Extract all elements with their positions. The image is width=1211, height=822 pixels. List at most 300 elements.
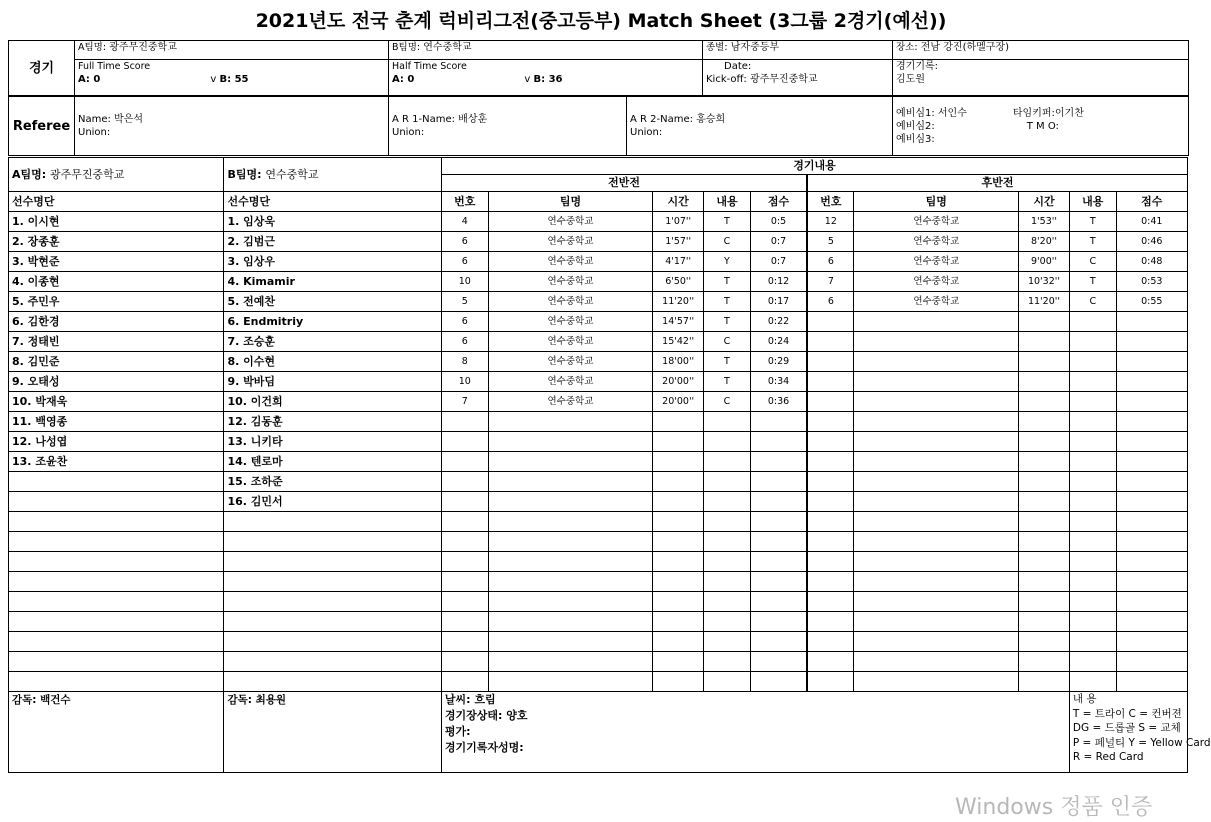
- first_half-event-time: [653, 552, 704, 572]
- second_half-event-no: [807, 452, 854, 472]
- b-player: [224, 512, 441, 532]
- first_half-event-time: 11'20'': [653, 292, 704, 312]
- rating: 평가:: [444, 725, 471, 738]
- second_half-event-team: [854, 372, 1019, 392]
- second_half-event-type: [1069, 632, 1116, 652]
- col-time: 시간: [653, 192, 704, 212]
- first_half-event-type: T: [704, 272, 751, 292]
- conditions-cell: [441, 692, 1069, 773]
- second_half-event-time: [1019, 512, 1070, 532]
- first_half-event-type: [704, 632, 751, 652]
- b-player: 16. 김민서: [224, 492, 441, 512]
- b-player: 12. 김동훈: [224, 412, 441, 432]
- a-player: [9, 512, 224, 532]
- first_half-event-time: [653, 672, 704, 692]
- b-player: 15. 조하준: [224, 472, 441, 492]
- second_half-event-type: T: [1069, 212, 1116, 232]
- first_half-event-score: [750, 492, 807, 512]
- second_half-event-time: 1'53'': [1019, 212, 1070, 232]
- second_half-event-score: 0:55: [1116, 292, 1187, 312]
- a-team-cell: A팀명: 광주무진중학교: [75, 41, 389, 60]
- table-row: [9, 312, 1188, 332]
- recorder-signature: 경기기록자성명:: [444, 741, 524, 754]
- second_half-event-time: [1019, 432, 1070, 452]
- first_half-event-no: 6: [441, 312, 488, 332]
- first_half-event-type: [704, 512, 751, 532]
- field-condition: 경기장상태: 양호: [444, 709, 528, 722]
- second_half-event-no: [807, 492, 854, 512]
- b-player: 13. 니키타: [224, 432, 441, 452]
- a-player: 8. 김민준: [9, 352, 224, 372]
- first_half-event-score: [750, 552, 807, 572]
- b-player: [224, 632, 441, 652]
- b-team-name: 연수중학교: [423, 42, 472, 53]
- first_half-event-time: 18'00'': [653, 352, 704, 372]
- table-row: [9, 672, 1188, 692]
- sheet-title: 2021년도 전국 춘계 럭비리그전(중고등부) Match Sheet (3그룹 2경기(예선)): [255, 10, 947, 32]
- first_half-event-score: 0:5: [750, 212, 807, 232]
- a-player: 4. 이종현: [9, 272, 224, 292]
- second_half-event-score: 0:53: [1116, 272, 1187, 292]
- first_half-event-score: [750, 472, 807, 492]
- second_half-event-team: [854, 392, 1019, 412]
- referee-label: Referee: [9, 97, 75, 156]
- first_half-event-team: [488, 552, 653, 572]
- second_half-event-no: [807, 352, 854, 372]
- first_half-event-time: 15'42'': [653, 332, 704, 352]
- a-player: 2. 장종훈: [9, 232, 224, 252]
- first_half-event-no: [441, 672, 488, 692]
- first_half-event-type: [704, 592, 751, 612]
- second_half-event-score: [1116, 612, 1187, 632]
- first_half-event-team: 연수중학교: [488, 352, 653, 372]
- second_half-event-score: [1116, 552, 1187, 572]
- first_half-event-type: [704, 612, 751, 632]
- second_half-event-time: [1019, 412, 1070, 432]
- second_half-event-time: [1019, 632, 1070, 652]
- first_half-event-score: [750, 672, 807, 692]
- second_half-event-time: 10'32'': [1019, 272, 1070, 292]
- first_half-event-team: [488, 512, 653, 532]
- b-player: 4. Kimamir: [224, 272, 441, 292]
- b-coach: 감독: 최용원: [224, 692, 441, 773]
- first_half-event-type: [704, 452, 751, 472]
- first_half-event-time: 14'57'': [653, 312, 704, 332]
- a-player: 10. 박재욱: [9, 392, 224, 412]
- second_half-event-type: [1069, 652, 1116, 672]
- second_half-event-type: [1069, 332, 1116, 352]
- second_half-event-time: [1019, 532, 1070, 552]
- a-player: 5. 주민우: [9, 292, 224, 312]
- first_half-event-type: [704, 412, 751, 432]
- second_half-event-time: [1019, 652, 1070, 672]
- first_half-event-team: [488, 672, 653, 692]
- second_half-event-type: T: [1069, 232, 1116, 252]
- second_half-event-no: [807, 372, 854, 392]
- first_half-event-type: T: [704, 292, 751, 312]
- first_half-event-score: 0:29: [750, 352, 807, 372]
- first_half-event-time: [653, 652, 704, 672]
- first_half-event-team: [488, 592, 653, 612]
- first_half-event-score: 0:7: [750, 232, 807, 252]
- first_half-event-type: C: [704, 232, 751, 252]
- second_half-event-type: [1069, 552, 1116, 572]
- second_half-event-score: [1116, 512, 1187, 532]
- second_half-event-team: [854, 552, 1019, 572]
- first_half-event-no: [441, 592, 488, 612]
- second_half-event-score: [1116, 492, 1187, 512]
- first_half-event-team: [488, 612, 653, 632]
- second_half-event-score: [1116, 412, 1187, 432]
- first_half-event-no: 6: [441, 252, 488, 272]
- first_half-event-score: 0:17: [750, 292, 807, 312]
- first_half-event-time: [653, 612, 704, 632]
- first_half-event-score: 0:22: [750, 312, 807, 332]
- second-half-header: 후반전: [807, 175, 1187, 192]
- first_half-event-time: 1'07'': [653, 212, 704, 232]
- table-row: [9, 632, 1188, 652]
- b-player: [224, 672, 441, 692]
- second_half-event-no: [807, 332, 854, 352]
- first_half-event-team: [488, 652, 653, 672]
- first-half-header: 전반전: [441, 175, 807, 192]
- first_half-event-type: T: [704, 352, 751, 372]
- first_half-event-score: 0:24: [750, 332, 807, 352]
- second_half-event-score: [1116, 332, 1187, 352]
- a-team-name: 광주무진중학교: [109, 42, 177, 53]
- first_half-event-time: [653, 532, 704, 552]
- first_half-event-time: 1'57'': [653, 232, 704, 252]
- first_half-event-time: [653, 452, 704, 472]
- a-player: 3. 박현준: [9, 252, 224, 272]
- date-kickoff: Date: Kick-off: 광주무진중학교: [703, 60, 893, 96]
- second_half-event-type: [1069, 452, 1116, 472]
- table-row: [9, 552, 1188, 572]
- first_half-event-no: 7: [441, 392, 488, 412]
- second_half-event-time: [1019, 372, 1070, 392]
- first_half-event-score: [750, 512, 807, 532]
- first_half-event-type: [704, 492, 751, 512]
- table-row: [9, 212, 1188, 232]
- b-player: [224, 652, 441, 672]
- b-player: 9. 박바딤: [224, 372, 441, 392]
- first_half-event-no: 8: [441, 352, 488, 372]
- first_half-event-score: [750, 532, 807, 552]
- first_half-event-no: 10: [441, 272, 488, 292]
- second_half-event-score: [1116, 452, 1187, 472]
- first_half-event-time: 4'17'': [653, 252, 704, 272]
- first_half-event-score: [750, 612, 807, 632]
- second_half-event-team: [854, 312, 1019, 332]
- table-row: [9, 372, 1188, 392]
- table-row: [9, 412, 1188, 432]
- first_half-event-type: C: [704, 392, 751, 412]
- game-content-table: [8, 157, 1211, 773]
- b-player: 5. 전예찬: [224, 292, 441, 312]
- first_half-event-score: 0:36: [750, 392, 807, 412]
- b-player: 2. 김범근: [224, 232, 441, 252]
- second_half-event-no: 12: [807, 212, 854, 232]
- b-player: 8. 이수현: [224, 352, 441, 372]
- second_half-event-time: 8'20'': [1019, 232, 1070, 252]
- first_half-event-type: [704, 472, 751, 492]
- a-player: 12. 나성엽: [9, 432, 224, 452]
- second_half-event-type: C: [1069, 252, 1116, 272]
- first_half-event-team: [488, 572, 653, 592]
- first_half-event-score: [750, 432, 807, 452]
- table-row: [9, 332, 1188, 352]
- second_half-event-team: [854, 412, 1019, 432]
- col-score: 점수: [750, 192, 807, 212]
- first_half-event-no: 5: [441, 292, 488, 312]
- second_half-event-type: [1069, 472, 1116, 492]
- col-no: 번호: [807, 192, 854, 212]
- first_half-event-score: [750, 412, 807, 432]
- second_half-event-team: [854, 352, 1019, 372]
- table-row: [9, 612, 1188, 632]
- a-player: [9, 672, 224, 692]
- first_half-event-score: [750, 452, 807, 472]
- second_half-event-no: [807, 532, 854, 552]
- second_half-event-type: [1069, 432, 1116, 452]
- a-player: [9, 572, 224, 592]
- second_half-event-score: [1116, 672, 1187, 692]
- second_half-event-score: [1116, 312, 1187, 332]
- game-label: 경기: [9, 41, 75, 96]
- game-content-header: 경기내용: [441, 158, 1187, 175]
- second_half-event-score: [1116, 392, 1187, 412]
- first_half-event-team: 연수중학교: [488, 272, 653, 292]
- b-team-cell: B팀명: 연수중학교: [389, 41, 703, 60]
- second_half-event-type: [1069, 672, 1116, 692]
- second_half-event-no: [807, 512, 854, 532]
- second_half-event-no: [807, 672, 854, 692]
- second_half-event-score: [1116, 572, 1187, 592]
- second_half-event-time: [1019, 592, 1070, 612]
- second_half-event-time: 9'00'': [1019, 252, 1070, 272]
- first_half-event-no: [441, 432, 488, 452]
- second_half-event-no: [807, 432, 854, 452]
- first_half-event-team: 연수중학교: [488, 372, 653, 392]
- b-player: 1. 임상욱: [224, 212, 441, 232]
- first_half-event-score: [750, 652, 807, 672]
- first_half-event-team: [488, 452, 653, 472]
- venue-cell: 장소: 전남 강진(하멜구장): [893, 41, 1189, 60]
- second_half-event-type: [1069, 612, 1116, 632]
- a-player: 6. 김한경: [9, 312, 224, 332]
- second_half-event-score: [1116, 652, 1187, 672]
- a-coach: 감독: 백건수: [9, 692, 224, 773]
- table-row: [9, 592, 1188, 612]
- a-player: 1. 이시현: [9, 212, 224, 232]
- match-info-table: [8, 40, 1189, 96]
- second_half-event-no: [807, 412, 854, 432]
- legend-cell: 내 용 T = 트라이 C = 컨버젼 DG = 드롭골 S = 교체 P = 페널티 Y = Yellow Card R = Red Card: [1069, 692, 1187, 773]
- first_half-event-team: [488, 532, 653, 552]
- a-player: [9, 532, 224, 552]
- a-player: 7. 정태빈: [9, 332, 224, 352]
- a-player: [9, 612, 224, 632]
- second_half-event-team: [854, 492, 1019, 512]
- first_half-event-time: [653, 432, 704, 452]
- b-player: [224, 592, 441, 612]
- first_half-event-no: [441, 612, 488, 632]
- first_half-event-team: 연수중학교: [488, 392, 653, 412]
- a-player: [9, 652, 224, 672]
- windows-activation-watermark: Windows 정품 인증: [955, 795, 1153, 820]
- first_half-event-no: [441, 412, 488, 432]
- col-no: 번호: [441, 192, 488, 212]
- first_half-event-score: [750, 592, 807, 612]
- first_half-event-time: [653, 492, 704, 512]
- b-player: 14. 텐로마: [224, 452, 441, 472]
- second_half-event-type: [1069, 492, 1116, 512]
- second_half-event-no: [807, 652, 854, 672]
- second_half-event-type: [1069, 512, 1116, 532]
- col-type: 내용: [704, 192, 751, 212]
- second_half-event-type: T: [1069, 272, 1116, 292]
- a-player: [9, 472, 224, 492]
- second_half-event-type: C: [1069, 292, 1116, 312]
- first_half-event-score: [750, 632, 807, 652]
- col-time: 시간: [1019, 192, 1070, 212]
- ar2-cell: A R 2-Name: 홍승희 Union:: [627, 97, 893, 156]
- second_half-event-team: [854, 572, 1019, 592]
- second_half-event-time: [1019, 312, 1070, 332]
- second_half-event-time: [1019, 492, 1070, 512]
- b-player: [224, 612, 441, 632]
- second_half-event-time: 11'20'': [1019, 292, 1070, 312]
- second_half-event-no: [807, 592, 854, 612]
- second_half-event-time: [1019, 552, 1070, 572]
- second_half-event-time: [1019, 352, 1070, 372]
- second_half-event-no: 5: [807, 232, 854, 252]
- first_half-event-no: [441, 532, 488, 552]
- second_half-event-no: [807, 472, 854, 492]
- first_half-event-type: T: [704, 312, 751, 332]
- table-row: [9, 272, 1188, 292]
- second_half-event-type: [1069, 372, 1116, 392]
- second_half-event-time: [1019, 452, 1070, 472]
- first_half-event-no: [441, 652, 488, 672]
- first_half-event-team: [488, 432, 653, 452]
- first_half-event-type: [704, 672, 751, 692]
- first_half-event-team: [488, 472, 653, 492]
- first_half-event-type: [704, 572, 751, 592]
- second_half-event-team: [854, 672, 1019, 692]
- second_half-event-team: [854, 472, 1019, 492]
- second_half-event-time: [1019, 392, 1070, 412]
- first_half-event-no: [441, 472, 488, 492]
- second_half-event-type: [1069, 532, 1116, 552]
- table-row: [9, 392, 1188, 412]
- second_half-event-team: 연수중학교: [854, 252, 1019, 272]
- second_half-event-no: [807, 612, 854, 632]
- second_half-event-score: 0:41: [1116, 212, 1187, 232]
- table-row: [9, 512, 1188, 532]
- first_half-event-team: 연수중학교: [488, 292, 653, 312]
- first_half-event-type: C: [704, 332, 751, 352]
- reserve-cell: 예비심1: 서인수 타임키퍼:이기찬 예비심2: T M O: 예비심3:: [893, 97, 1189, 156]
- first_half-event-team: [488, 632, 653, 652]
- second_half-event-team: [854, 512, 1019, 532]
- second_half-event-team: 연수중학교: [854, 292, 1019, 312]
- weather: 날씨: 흐림: [444, 693, 496, 706]
- second_half-event-score: 0:46: [1116, 232, 1187, 252]
- a-player: [9, 552, 224, 572]
- recorder-cell: 경기기록: 김도원: [893, 60, 1189, 96]
- a-player: [9, 632, 224, 652]
- second_half-event-score: [1116, 592, 1187, 612]
- second_half-event-score: [1116, 352, 1187, 372]
- first_half-event-time: [653, 632, 704, 652]
- first_half-event-time: 6'50'': [653, 272, 704, 292]
- second_half-event-team: 연수중학교: [854, 232, 1019, 252]
- second_half-event-time: [1019, 472, 1070, 492]
- first_half-event-no: [441, 572, 488, 592]
- table-row: [9, 532, 1188, 552]
- b-player: 7. 조승훈: [224, 332, 441, 352]
- second_half-event-team: [854, 632, 1019, 652]
- b-player: 6. Endmitriy: [224, 312, 441, 332]
- first_half-event-type: [704, 652, 751, 672]
- first_half-event-time: [653, 572, 704, 592]
- col-team: 팀명: [854, 192, 1019, 212]
- first_half-event-time: [653, 512, 704, 532]
- first_half-event-time: [653, 592, 704, 612]
- referee-cell: Name: 박은석 Union:: [75, 97, 389, 156]
- first_half-event-team: 연수중학교: [488, 312, 653, 332]
- table-row: [9, 292, 1188, 312]
- first_half-event-score: 0:12: [750, 272, 807, 292]
- b-team-header: B팀명: 연수중학교: [224, 158, 441, 192]
- b-player: 3. 임상우: [224, 252, 441, 272]
- first_half-event-time: 20'00'': [653, 392, 704, 412]
- first_half-event-no: [441, 552, 488, 572]
- first_half-event-team: 연수중학교: [488, 332, 653, 352]
- table-row: [9, 572, 1188, 592]
- a-player: 9. 오태성: [9, 372, 224, 392]
- second_half-event-no: 6: [807, 292, 854, 312]
- first_half-event-type: Y: [704, 252, 751, 272]
- second_half-event-no: [807, 572, 854, 592]
- second_half-event-team: [854, 652, 1019, 672]
- second_half-event-team: 연수중학교: [854, 272, 1019, 292]
- first_half-event-no: [441, 492, 488, 512]
- first_half-event-type: [704, 532, 751, 552]
- first_half-event-type: T: [704, 372, 751, 392]
- full-time-score: Full Time Score A: 0 v B: 55: [75, 60, 389, 96]
- col-score: 점수: [1116, 192, 1187, 212]
- a-player: 13. 조윤찬: [9, 452, 224, 472]
- ar1-cell: A R 1-Name: 배상훈 Union:: [389, 97, 627, 156]
- second_half-event-score: [1116, 372, 1187, 392]
- first_half-event-team: 연수중학교: [488, 252, 653, 272]
- first_half-event-type: [704, 552, 751, 572]
- referee-table: [8, 96, 1189, 156]
- first_half-event-no: 10: [441, 372, 488, 392]
- second_half-event-score: 0:48: [1116, 252, 1187, 272]
- second_half-event-no: 7: [807, 272, 854, 292]
- a-roster-label: 선수명단: [9, 192, 224, 212]
- second_half-event-team: 연수중학교: [854, 212, 1019, 232]
- second_half-event-type: [1069, 392, 1116, 412]
- first_half-event-no: [441, 632, 488, 652]
- second_half-event-no: [807, 632, 854, 652]
- first_half-event-time: [653, 412, 704, 432]
- second_half-event-time: [1019, 612, 1070, 632]
- second_half-event-team: [854, 332, 1019, 352]
